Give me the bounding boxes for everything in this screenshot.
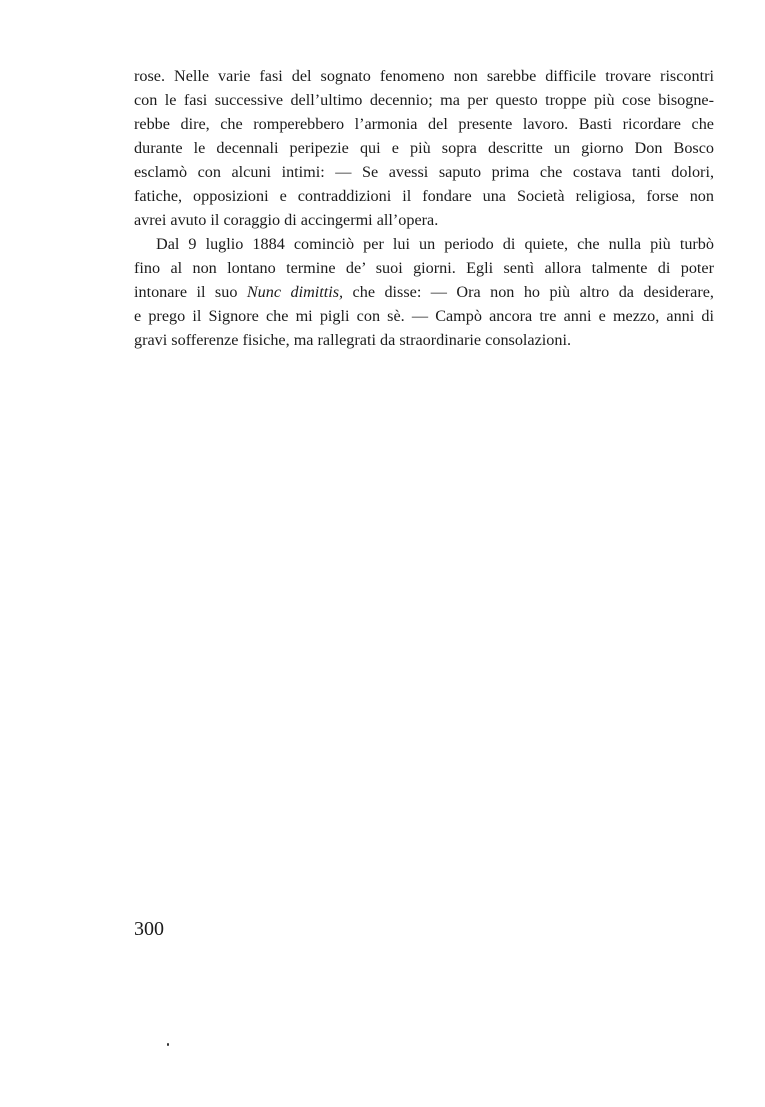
text-line: avrei avuto il coraggio di accingermi all’opera. [134, 211, 439, 229]
text-line: fatiche, opposizioni e contraddizioni il fondare una Società religiosa, forse non [134, 187, 714, 205]
body-text [134, 64, 714, 352]
text-line [134, 280, 714, 304]
text-line: durante le decennali peripezie qui e più sopra descritte un giorno Don Bosco [134, 139, 714, 157]
paragraph-2 [134, 232, 714, 352]
italic-title: Nunc dimittis, [246, 283, 344, 301]
text-line: gravi sofferenze fisiche, ma rallegrati da straordinarie consolazioni. [134, 331, 572, 349]
text-line: fino al non lontano termine de’ suoi giorni. Egli sentì allora talmente di poter [134, 259, 714, 277]
text-line: rebbe dire, che romperebbero l’armonia del presente lavoro. Basti ricordare che [134, 115, 714, 133]
text-line: con le fasi successive dell’ultimo decennio; ma per questo troppe più cose bisogne- [134, 91, 714, 109]
text-line: Dal 9 luglio 1884 cominciò per lui un periodo di quiete, che nulla più turbò [156, 235, 714, 253]
text-line: rose. Nelle varie fasi del sognato fenomeno non sarebbe difficile trovare riscontri [134, 67, 714, 85]
text-segment: che disse: — Ora non ho più altro da desiderare, [343, 283, 714, 301]
page-number: 300 [134, 918, 164, 940]
text-segment: intonare il suo [134, 283, 247, 301]
text-line: e prego il Signore che mi pigli con sè. — Campò ancora tre anni e mezzo, anni di [134, 307, 714, 325]
text-line: esclamò con alcuni intimi: — Se avessi saputo prima che costava tanti dolori, [134, 163, 714, 181]
paragraph-1 [134, 64, 714, 232]
scan-speck [167, 1043, 169, 1046]
